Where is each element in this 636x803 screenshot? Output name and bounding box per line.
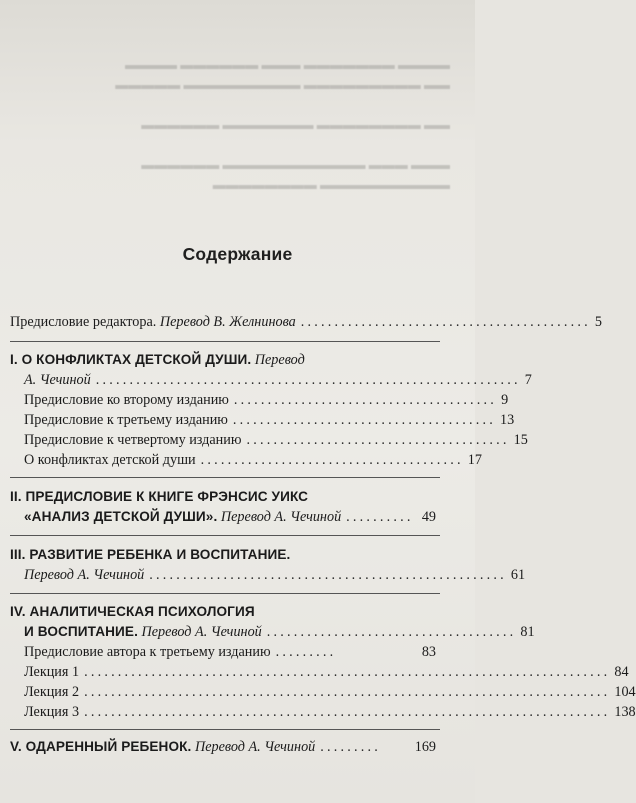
entry-title: II. ПРЕДИСЛОВИЕ К КНИГЕ ФРЭНСИС УИКС (10, 489, 309, 504)
page-number: 138 (614, 704, 636, 720)
toc-entry-third-edition-preface[interactable] (24, 410, 515, 430)
entry-text: Лекция 3 (24, 704, 80, 720)
toc-entry-section-4-title[interactable] (10, 602, 436, 622)
toc-entry-section-1-translator[interactable] (24, 370, 532, 390)
toc-entry-author-third-edition-preface[interactable] (24, 642, 436, 662)
toc-entry-section-2-subtitle[interactable] (24, 507, 436, 527)
section-divider (10, 477, 440, 478)
leader-dots: ....................................... (200, 452, 464, 468)
section-divider (10, 729, 440, 730)
leader-dots: ..................................................... (149, 567, 507, 583)
leader-dots: .............................................................................. (84, 684, 611, 700)
leader-dots: ....................................... (246, 432, 510, 448)
entry-translator: Перевод А. Чечиной (24, 567, 145, 583)
page-number: 49 (421, 509, 436, 525)
page-number: 13 (500, 412, 515, 428)
entry-text: Предисловие ко второму изданию (24, 392, 229, 408)
entry-title: «АНАЛИЗ ДЕТСКОЙ ДУШИ». (24, 509, 218, 524)
leader-dots: ......... (275, 644, 337, 660)
leader-dots: ....................................... (233, 392, 498, 408)
page-number: 17 (467, 452, 482, 468)
page-number: 84 (614, 664, 629, 680)
entry-text: Предисловие к третьему изданию (24, 412, 228, 428)
leader-dots: .......... (346, 509, 414, 525)
section-divider (10, 341, 440, 342)
toc-entry-second-edition-preface[interactable] (24, 390, 509, 410)
toc-entry-conflicts-child-soul[interactable] (24, 450, 482, 470)
leader-dots: .............................................................................. (84, 664, 611, 680)
entry-translator: Перевод В. Желнинова (159, 314, 296, 330)
page-number: 83 (421, 644, 436, 660)
entry-title: V. ОДАРЕННЫЙ РЕБЕНОК. (10, 739, 192, 754)
entry-text: Предисловие к четвертому изданию (24, 432, 242, 448)
page-number: 169 (414, 739, 436, 755)
toc-entry-section-1-title[interactable] (10, 350, 436, 370)
page-number: 104 (614, 684, 636, 700)
entry-title: IV. АНАЛИТИЧЕСКАЯ ПСИХОЛОГИЯ (10, 604, 255, 619)
bleed-through-text: ▬▬▬▬ ▬▬▬▬▬▬▬ ▬▬▬ ▬▬▬▬▬▬ ▬▬▬▬ ▬▬ ▬▬▬▬▬▬▬▬▬ ▬▬▬▬▬▬▬▬▬ ▬▬▬▬▬ ▬▬ ▬▬▬▬▬▬▬▬ ▬▬▬▬▬▬▬ ▬▬▬▬▬▬ ▬▬▬ ▬▬▬ ▬▬▬▬▬▬▬▬▬▬▬ ▬▬▬▬▬▬ ▬▬▬▬▬▬▬▬▬▬ ▬▬▬▬▬▬▬▬ (115, 57, 450, 192)
toc-entry-section-2-title[interactable] (10, 487, 436, 507)
entry-text: Лекция 2 (24, 684, 80, 700)
contents-heading: Содержание (182, 244, 293, 264)
leader-dots: .............................................................................. (84, 704, 611, 720)
entry-translator: Перевод А. Чечиной (194, 739, 316, 755)
toc-entry-section-3-translator[interactable] (24, 565, 526, 585)
entry-translator: А. Чечиной (24, 372, 91, 388)
entry-title: И ВОСПИТАНИЕ. (24, 624, 138, 639)
entry-text: О конфликтах детской души (24, 452, 196, 468)
leader-dots: ....................................... (232, 412, 497, 428)
leader-dots: ........................................... (300, 314, 591, 330)
entry-translator: Перевод А. Чечиной (220, 509, 342, 525)
entry-translator: Перевод (254, 352, 305, 368)
page-number: 7 (524, 372, 532, 388)
toc-entry-lecture-3[interactable] (24, 702, 636, 722)
toc-entry-section-3-title[interactable] (10, 545, 436, 565)
leader-dots: ..................................... (266, 624, 517, 640)
leader-dots: ......... (320, 739, 381, 755)
toc-entry-lecture-2[interactable] (24, 682, 636, 702)
page-number: 9 (501, 392, 509, 408)
entry-title: III. РАЗВИТИЕ РЕБЕНКА И ВОСПИТАНИЕ. (10, 547, 291, 562)
entry-text: Лекция 1 (24, 664, 80, 680)
page-number: 61 (510, 567, 526, 583)
entry-text: Предисловие автора к третьему изданию (24, 644, 271, 660)
section-divider (10, 593, 440, 594)
toc-entry-section-5-title[interactable] (10, 737, 436, 757)
toc-entry-editor-preface[interactable] (10, 312, 602, 332)
entry-translator: Перевод А. Чечиной (141, 624, 262, 640)
toc-entry-lecture-1[interactable] (24, 662, 629, 682)
leader-dots: ............................................................... (95, 372, 521, 388)
toc-entry-section-4-subtitle[interactable] (24, 622, 535, 642)
section-divider (10, 535, 440, 536)
page-number: 15 (513, 432, 528, 448)
entry-text: Предисловие редактора. (10, 314, 157, 330)
page-number: 81 (520, 624, 535, 640)
entry-title: I. О КОНФЛИКТАХ ДЕТСКОЙ ДУШИ. (10, 352, 252, 367)
page-number: 5 (594, 314, 602, 330)
toc-entry-fourth-edition-preface[interactable] (24, 430, 528, 450)
